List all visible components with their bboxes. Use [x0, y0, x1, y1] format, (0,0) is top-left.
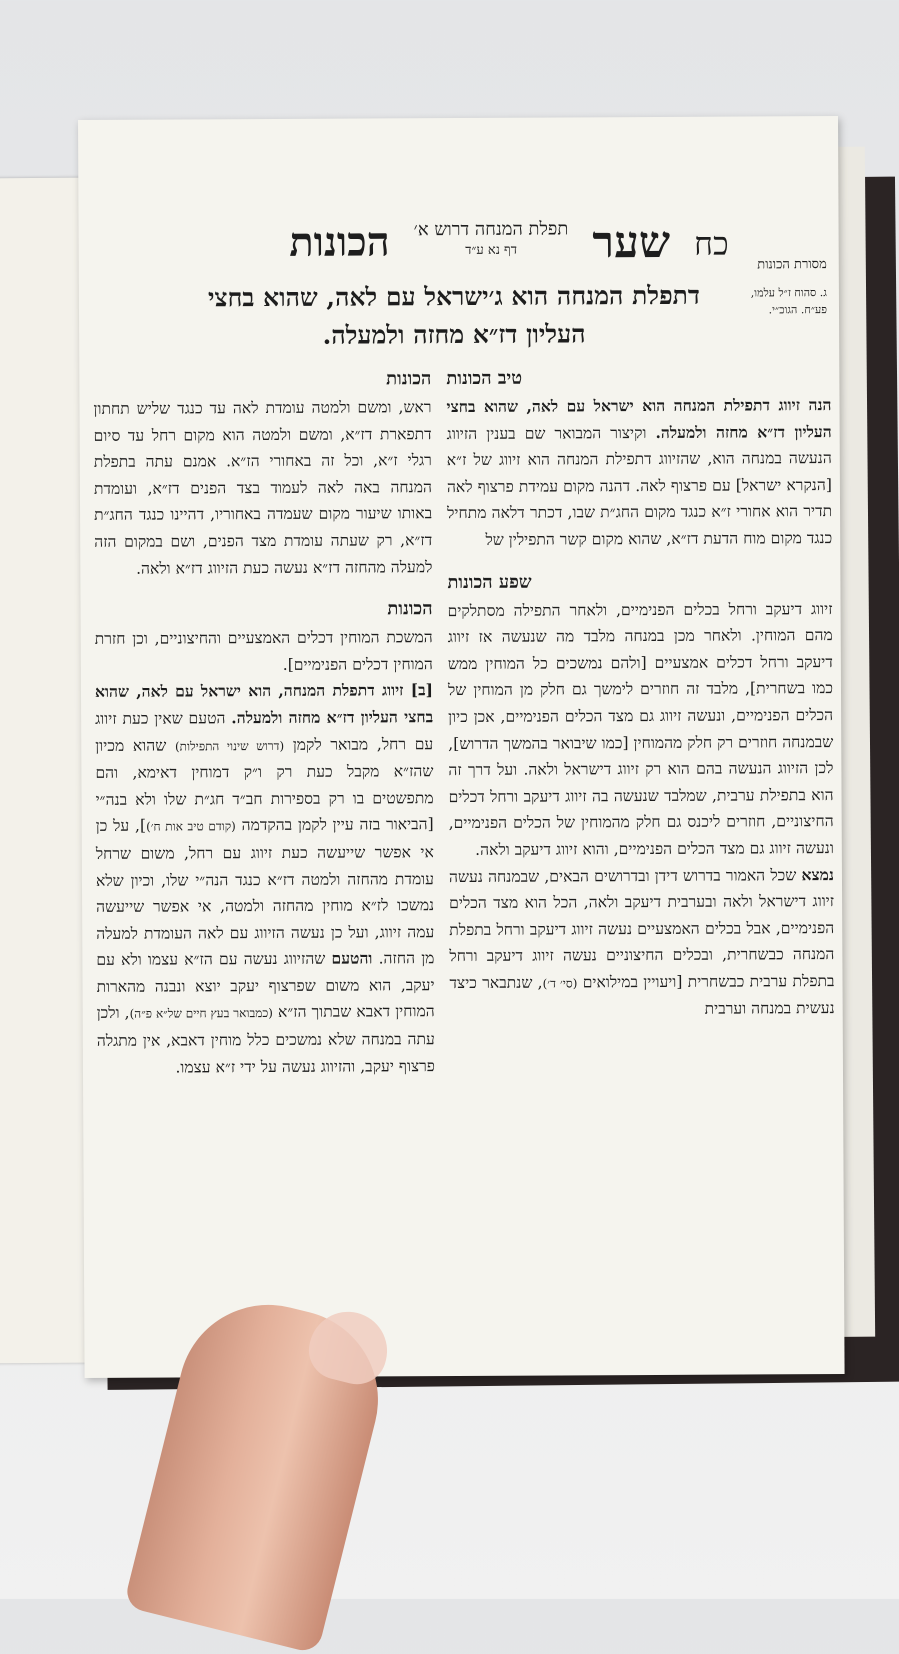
facing-page-edge	[0, 178, 89, 1364]
paragraph	[95, 677, 435, 1081]
header-shaar: שער	[592, 216, 671, 269]
right-column	[446, 364, 834, 1024]
section-title: דתפלת המנחה הוא ג׳ישראל עם לאה, שהוא בחצי העליון דז״א מחזה ולמעלה.	[207, 280, 700, 350]
paragraph	[446, 392, 832, 554]
header-subtitle-group	[414, 217, 569, 260]
reference: (קודם טיב אות ח׳)	[146, 819, 236, 834]
bold-lead: הנה זיווג דתפילת המנחה הוא ישראל עם לאה, שהוא בחצי העליון דז״א מחזה ולמעלה.	[446, 395, 832, 442]
header-daf: דף נא ע״ד	[465, 242, 518, 258]
reference: (כמבואר בעץ חיים של״א פ״ה)	[129, 1006, 273, 1022]
heading-kavanot-2: הכונות	[387, 598, 433, 620]
bold-lead: נמצא	[801, 864, 834, 884]
bold-lead: והטעם	[331, 948, 373, 968]
header-kavanot: הכונות	[289, 218, 390, 266]
margin-note: ג. סהוח ז״ל עלמו, פע״ח. הגוכ״י.	[750, 286, 828, 317]
text: הטעם שאין כעת זיווג עם רחל, מבואר לקמן	[95, 709, 434, 754]
text: , שנתבאר כיצד נעשית במנחה וערבית	[449, 973, 835, 1019]
reference: (דרוש שינוי התפילות)	[174, 738, 285, 754]
heading-tiv-hakavanot: טיב הכונות	[446, 367, 523, 390]
text: שהזיווג נעשה עם הז״א עצמו ולא עם יעקב, הוא משום שפרצוף יעקב יוצא ונבנה מהארות המוחין דאבא שבתוך הז״א	[96, 949, 435, 1022]
paragraph: המשכת המוחין דכלים האמצעיים והחיצוניים, וכן חזרת המוחין דכלים הפנימיים].	[94, 628, 433, 674]
text: ], על כן אי אפשר שייעשה כעת זיווג עם רחל, משום שרחל עומדת מהחזה ולמטה דז״א כנגד הנה״י שלו, וכיון שלא נמשכו לז״א מוחין מהחזה ולמטה, אי אפשר שייעשה עמה זיווג, ועל כן נעשה הזיווג עם לאה העומדת למעלה מן החזה.	[95, 816, 435, 968]
text: שכל האמור בדרוש דידן ובדרושים הבאים, שבמנחה נעשה זיווג דישראל ולאה ובערבית דיעקב ולאה, הכל הוא מצד הכלים הפנימיים, אבל בכלים האמצעיים נעשה זיווג דיעקב ורחל בתפלת המנחה כבשחרית, ובכלים החיצוניים נעשה זיווג דיעקב ורחל בתפלת ערבית כבשחרית [ויעויין במילואים	[448, 865, 835, 992]
running-header	[129, 217, 729, 280]
text: וקיצור המבואר שם בענין הזיווג הנעשה במנחה הוא, שהזיווג דתפילת המנחה הוא זיווג של ז״א [הנקרא ישראל] עם פרצוף לאה. דהנה מקום עמידת פרצוף לאה תדיר הוא אחורי ז״א כנגד מקום החג״ת שבו, דכתר דלאה מתחיל כנגד מקום מוח הדעת דז״א, שהוא מקום קשר התפילין של	[446, 423, 833, 549]
heading-shefa-hakavanot: שפע הכונות	[447, 571, 532, 593]
paragraph: ראש, ומשם ולמטה עומדת לאה עד כנגד שליש תחתון דתפארת דז״א, ומשם ולמטה הוא מקום רחל עד סיום רגלי ז״א, וכל זה באחורי הז״א. אמנם עתה בתפלת המנחה באה לאה לעמוד בצד הפנים דז״א, ועומדת באותו שיעור מקום שעמדה באחוריו, דהיינו כנגד החג״ת דז״א, רק שעתה עומדת מצד הפנים, ושם במקום הזה למעלה מהחזה דז״א נעשה כעת הזיווג דז״א ולאה.	[93, 398, 433, 578]
text: שהוא מכיון שהז״א מקבל כעת רק ו״ק דמוחין דאימא, והם מתפשטים בו רק בספירות חב״ד חג״ת שלו ולא בנה״י [הביאור בזה עיין לקמן בהקדמה	[95, 736, 434, 835]
text: , ולכן עתה במנחה שלא נמשכים כלל מוחין דאבא, אין מתגלה פרצוף יעקב, והזיווג נעשה על ידי ז״א עצמו.	[96, 1004, 436, 1077]
book-page	[78, 116, 845, 1378]
header-subtitle: תפלת המנחה דרוש א׳	[413, 218, 569, 241]
left-column	[93, 366, 435, 1081]
paragraph	[449, 862, 835, 1025]
margin-title: מסורת הכונות	[757, 257, 827, 273]
page-number: כח	[693, 224, 729, 263]
paragraph: זיווג דיעקב ורחל בכלים הפנימיים, ולאחר התפילה מסתלקים מהם המוחין. ולאחר מכן במנחה מלבד מה שנעשה אז זיווג דיעקב ורחל דכלים אמצעיים [ולהם נמשכים כל המוחין ממש כמו בשחרית], מלבד זה חוזרים לימשך גם חלק מן המוחין של הכלים הפנימיים, ונעשה זיווג גם מצד הכלים הפנימיים, אכן כיון שבמנחה חוזרים רק חלק מהמוחין [כמו שיבואר בהמשך הדרוש], לכן הזיווג הנעשה בהם הוא רק זיווג דישראל ולאה. ועל דרך זה הוא בתפילת ערבית, שמלבד שנעשה בה זיווג דיעקב ורחל דכלים החיצוניים, חוזרים ליכנס גם חלק מהמוחין של הכלים הפנימיים, ונעשה זיווג גם מצד הכלים הפנימיים, והוא זיווג דיעקב ולאה.	[447, 599, 834, 859]
heading-kavanot: הכונות	[386, 368, 432, 390]
bold-lead: [ב] זיווג דתפלת המנחה, הוא ישראל עם לאה, שהוא בחצי העליון דז״א מחזה ולמעלה.	[94, 680, 434, 728]
reference: (סי׳ ד׳)	[542, 976, 578, 991]
